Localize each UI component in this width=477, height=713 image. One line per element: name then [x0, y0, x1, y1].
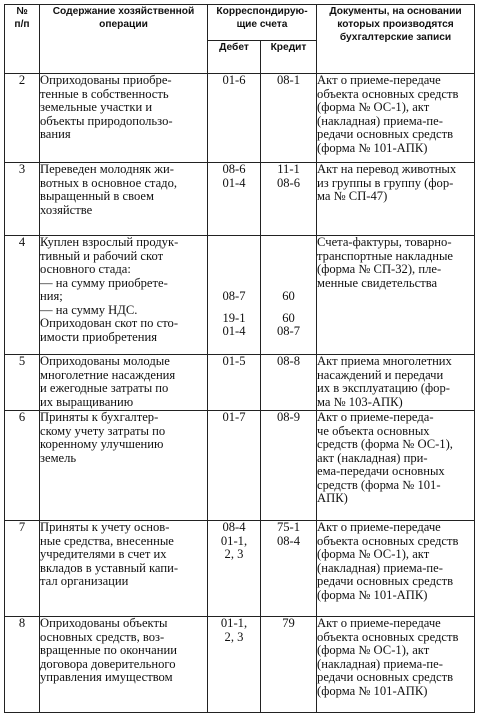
debit-account: [208, 521, 261, 617]
credit-account: [261, 617, 317, 713]
operations-table: [4, 4, 475, 713]
table-row: [5, 236, 475, 355]
table-body: [5, 74, 475, 713]
document-line: редачи основных средств: [317, 670, 454, 684]
document-line: Акт на перевод животных: [317, 162, 457, 176]
operation-description: [40, 617, 208, 713]
credit-line: 08-9: [276, 410, 301, 424]
row-number: 5: [5, 355, 40, 411]
debit-account: [208, 617, 261, 713]
operation-description: [40, 163, 208, 236]
credit-line: 08-7: [276, 324, 301, 338]
document-line: редачи основных средств: [317, 574, 454, 588]
row-number: 3: [5, 163, 40, 236]
operation-line: — на сумму НДС.: [40, 302, 138, 317]
credit-line: 11-1: [277, 162, 300, 176]
credit-account: [261, 411, 317, 521]
document-line: менные свидетельства: [317, 275, 438, 290]
credit-account: [261, 521, 317, 617]
operation-line: и ежегодные затраты по: [40, 381, 169, 395]
operation-line: коренному улучшению: [40, 437, 164, 451]
operation-line: земель: [40, 450, 77, 465]
operation-line: Оприходованы объекты: [40, 616, 168, 630]
operation-line: Приняты к бухгалтер-: [40, 410, 159, 424]
debit-line: 08-6: [222, 162, 246, 176]
credit-line: 08-6: [276, 175, 301, 190]
operation-line: вотных в основное стадо,: [40, 175, 178, 190]
debit-line: 01-6: [222, 73, 246, 87]
header-corresponding-accounts: Корреспондирую- щие счета: [208, 5, 317, 41]
document-line: (форма № ОС-1), акт: [317, 547, 430, 561]
document-line: объекта основных средств: [317, 629, 459, 644]
operation-line: скому учету затраты по: [40, 423, 166, 438]
credit-account: [261, 355, 317, 411]
debit-account: [208, 411, 261, 521]
operation-line: основного стада:: [40, 262, 131, 276]
document-line: (накладная) приема-пе-: [317, 113, 443, 128]
operation-line: Приняты к учету основ-: [40, 520, 170, 534]
operation-line: вращенные по окончании: [40, 643, 177, 657]
operation-line: — на сумму приобрете-: [40, 275, 168, 290]
credit-line: 60: [282, 289, 295, 303]
operation-line: их выращиванию: [40, 394, 134, 409]
operation-line: выращенный в своем: [40, 189, 154, 203]
debit-line: 01-4: [222, 175, 246, 190]
document-line: ма № 103-АПК): [317, 394, 403, 409]
operation-line: имости приобретения: [40, 329, 158, 344]
table-header: [5, 5, 475, 74]
document-line: (накладная) приема-пе-: [317, 560, 443, 575]
document-line: Акт приема многолетних: [317, 354, 452, 368]
credit-line: 08-1: [276, 73, 301, 87]
document-line: АПК): [317, 491, 348, 505]
document-line: их в эксплуатацию (фор-: [317, 381, 450, 395]
debit-line: 2, 3: [224, 547, 244, 561]
operation-line: Оприходованы молодые: [40, 354, 170, 368]
source-documents: [317, 355, 475, 411]
operation-line: тивный и рабочий скот: [40, 248, 164, 263]
debit-line: 19-1: [222, 310, 246, 325]
operation-line: Оприходованы приобре-: [40, 73, 172, 87]
debit-line: 2, 3: [224, 629, 244, 644]
operation-description: [40, 521, 208, 617]
header-debit: Дебет: [208, 40, 261, 74]
table-row: [5, 411, 475, 521]
operation-line: вания: [40, 127, 71, 141]
operation-line: тенные в собственность: [40, 86, 169, 101]
document-line: Акт о приеме-передаче: [317, 616, 441, 630]
operation-line: ния;: [40, 289, 63, 303]
table-row: [5, 355, 475, 411]
source-documents: [317, 411, 475, 521]
document-line: объекта основных средств: [317, 86, 459, 101]
debit-account: [208, 163, 261, 236]
table-row: [5, 521, 475, 617]
document-line: (форма № 101-АПК): [317, 140, 428, 155]
operation-line: управления имуществом: [40, 670, 173, 684]
header-operation: Содержание хозяйственной операции: [40, 5, 208, 74]
document-line: (накладная) приема-пе-: [317, 656, 443, 671]
document-line: Акт о приеме-переда-: [317, 410, 434, 424]
debit-line: 01-1,: [220, 616, 248, 630]
operation-line: Куплен взрослый продук-: [40, 235, 179, 249]
source-documents: [317, 617, 475, 713]
operation-line: земельные участки и: [40, 100, 153, 114]
debit-account: [208, 74, 261, 163]
operation-line: основных средств, воз-: [40, 629, 165, 644]
document-line: (форма № 101-АПК): [317, 683, 428, 698]
document-line: из группы в группу (фор-: [317, 175, 454, 190]
row-number: 7: [5, 521, 40, 617]
debit-account: [208, 355, 261, 411]
row-number: 8: [5, 617, 40, 713]
document-line: средств (форма № 101-: [317, 477, 441, 492]
operation-line: Переведен молодняк жи-: [40, 162, 174, 176]
table-row: [5, 74, 475, 163]
header-documents: Документы, на основании которых производятся бухгалтерские записи: [317, 5, 475, 74]
document-line: средств (форма № ОС-1),: [317, 437, 453, 451]
operation-description: [40, 355, 208, 411]
header-credit: Кредит: [261, 40, 317, 74]
operation-line: ные средства, внесенные: [40, 533, 174, 548]
header-number: № п/п: [5, 5, 40, 74]
credit-account: [261, 163, 317, 236]
operation-line: Оприходован скот по сто-: [40, 316, 179, 330]
credit-account: [261, 236, 317, 355]
operation-line: учредителями в счет их: [40, 547, 167, 561]
document-line: объекта основных средств: [317, 533, 459, 548]
document-line: редачи основных средств: [317, 127, 454, 141]
operation-description: [40, 236, 208, 355]
operation-line: объекты природопользо-: [40, 113, 173, 128]
credit-line: 79: [282, 616, 295, 630]
debit-line: 01-4: [222, 324, 246, 338]
source-documents: [317, 74, 475, 163]
credit-line: 75-1: [276, 520, 301, 534]
debit-account: [208, 236, 261, 355]
debit-line: 08-4: [222, 520, 246, 534]
row-number: 6: [5, 411, 40, 521]
debit-line: 08-7: [222, 289, 246, 303]
row-number: 2: [5, 74, 40, 163]
table-row: [5, 617, 475, 713]
document-line: Акт о приеме-передаче: [317, 520, 441, 534]
credit-line: 08-8: [276, 354, 301, 368]
operation-line: тал организации: [40, 574, 129, 588]
debit-line: 01-7: [222, 410, 246, 424]
document-line: ема-передачи основных: [317, 464, 445, 478]
document-line: акт (накладная) при-: [317, 450, 428, 465]
document-line: транспортные накладные: [317, 248, 454, 263]
debit-line: 01-1,: [220, 533, 248, 548]
row-number: 4: [5, 236, 40, 355]
operation-description: [40, 74, 208, 163]
document-line: Акт о приеме-передаче: [317, 73, 441, 87]
source-documents: [317, 163, 475, 236]
credit-line: 08-4: [276, 533, 301, 548]
document-line: Счета-фактуры, товарно-: [317, 235, 452, 249]
credit-account: [261, 74, 317, 163]
document-line: (форма № ОС-1), акт: [317, 643, 430, 657]
source-documents: [317, 236, 475, 355]
document-line: че объекта основных: [317, 423, 430, 438]
document-line: (форма № 101-АПК): [317, 587, 428, 602]
source-documents: [317, 521, 475, 617]
operation-line: хозяйстве: [40, 202, 93, 217]
document-line: ма № СП-47): [317, 189, 388, 203]
operation-line: многолетние насаждения: [40, 367, 176, 382]
document-line: насаждений и передачи: [317, 367, 444, 382]
debit-line: 01-5: [222, 354, 246, 368]
table-row: [5, 163, 475, 236]
operation-line: договора доверительного: [40, 656, 176, 671]
credit-line: 60: [282, 310, 295, 325]
operation-line: вкладов в уставный капи-: [40, 560, 179, 575]
operation-description: [40, 411, 208, 521]
document-line: (форма № ОС-1), акт: [317, 100, 430, 114]
document-line: (форма № СП-32), пле-: [317, 262, 442, 276]
